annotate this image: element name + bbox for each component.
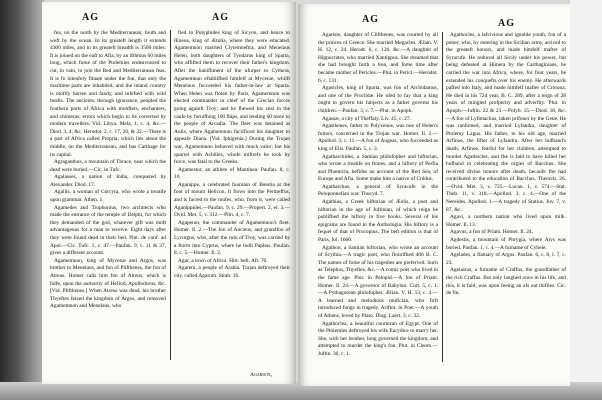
right-page-column-1 (318, 32, 438, 372)
entry: Agelastus, a furname of Craffus, the grandfather of the rich Craffus. But only laughed once in his life, and this, it is faid, was upon feeing an afs eat thiftles. Cic. de fin. (446, 267, 566, 297)
left-page-column-2 (174, 30, 290, 370)
entry: Agavi, a northern nation who lived upon milk. Homer. Il. 13. (446, 214, 566, 228)
entry: Agasicles, king of Sparta, was fon of Archidamus, and one of the Proclidæ. He ufed to fay that a king ought to govern his fubjects as a father governs his children.—Paufan. 3, c. 7.—Plut. in Apoph. (318, 85, 438, 114)
entry: Agdestis, a mountain of Phrygia, where Atys was buried. Paufan. 1, c. 4.—A furname of Cybele. (446, 237, 566, 251)
entry: Agareni, a people of Arabia. Trajan deftroyed their city, called Agarum. Strab. 16. (174, 265, 290, 279)
entry: Agathias, a Greek hiftorian of Æolis, a poet and hiftorian in the age of Juftinian, of which reign he publifhed the hiftory in five books. Several of his epigrams are found in the Anthologia. His hiftory is a fequel of that of Procopius. The beft edition is that of Paris, fol. 1660. (318, 199, 438, 244)
right-page (298, 4, 570, 386)
running-header-right: AG (212, 12, 229, 23)
entry: Aganippe, a celebrated fountain of Bœotia at the foot of mount Helicon. It flows into the Permeffus, and is facred to the mufes, who, from it, were called Aganippides.—Paufan. 9, c. 29.—Propert. 2, el. 3.—Ovid. Met. 5, v. 312.—Plin. 4, c. 7. (174, 181, 290, 219)
entry: Agatharchus, a general of Syracufe in the Peloponnefian war. Thucyd. 7. (318, 183, 438, 198)
entry: Agathocles, a lafcivious and ignoble youth, fon of a potter, who, by entering in the Sicilian army, arrived to the greateft honors, and made himfelf mafter of Syracufe. He reduced all Sicily under his power, but being defeated at Himera by the Carthaginians, he carried the war into Africa, where, for four years, he extended his conquefts over his enemy. He afterwards paffed into Italy, and made himfelf mafter of Crotona. He died in his 72d year, B. C. 289, after a reign of 28 years of mingled profperity and adverfity. Plut. in Apoph.—Juftin. 22 & 23.—Polyb. 15.—Diod. 18, &c.—A fon of Lyfimachus, taken prifoner by the Getæ. He was ranfomed, and married Lyfandra, daughter of Ptolemy Lagus. His father, in his old age, married Arfinoe, the fifter of Lyfandra. After her hufband's death, Arfinoe, fearful for her children, attempted to murder Agathocles, and fhe is faid to have killed her hufband in celebrating the orgies of Bacchus. She received divine honors after death, becaufe fhe had contributed to the education of Bacchus. Theocrit. 26.—Ovid. Met. 3, v. 725.—Lucan. 1, v. 574.—Stat. Theb. 11, v. 318.—Apollod. 3, c. 4.—One of the Nereides. Apollod. 1.—A tragedy of Statius. Juv. 7, v. 87, &c. (446, 32, 566, 213)
left-page (42, 2, 296, 384)
entry: Agelades, a ftatuary of Argos. Paufan. 6, c. 8, l. 7, c. 23. (446, 252, 566, 266)
entry: Agathon, a Samian hiftorian, who wrote an account of Scythia.—A tragic poet, who flourifhed 406 B. C. The names of fome of his tragedies are preferved. Such as Telephus, Thyeftes, &c.—A comic poet who lived in the fame age. Plut. in Pelopid.—A fon of Priam. Homer. Il. 24.—A governor of Babylon. Curt. 5, c. 1.—A Pythagorean philofopher. Ælian. V. H. 13, c. 4.—A learned and melodious mufician, who firft introduced fongs in tragedy. Ariftot. in Poet.—A youth of Athens, loved by Plato. Diog. Laert. 3, c. 32. (318, 244, 438, 319)
entry: fled to Polyphides king of Sicyon, and hence to Œneus, king of Ætolia, where they were educated. Agamemnon married Clytemneftra, and Menelaus Helen, both daughters of Tyndarus king of Sparta, who affifted them to recover their father's kingdom. After the banifhment of the ufurper to Cythera, Agamemnon eftablifhed himfelf at Mycenæ, whilft Menelaus fucceeded his father-in-law at Sparta. When Helen was ftolen by Paris, Agamemnon was elected commander in chief of the Grecian forces going againft Troy; and he fhewed his zeal in the caufe by furnifhing 100 fhips, and lending 60 more to the people of Arcadia. The fleet was detained at Aulis, where Agamemnon facrificed his daughter to appeafe Diana. [Vid. Iphigenia.] During the Trojan war, Agamemnon behaved with much valor; but his quarrel with Achilles, whofe miftrefs he took by force, was fatal to the Greeks. (174, 30, 290, 166)
running-header-right: AG (498, 18, 515, 29)
entry: Agapenor, the commander of Agamemnon's fleet. Homer. Il. 2.—The fon of Ancæus, and grandfon of Lycurgus, who, after the ruin of Troy, was carried by a ftorm into Cyprus, where he built Paphos. Paufan. 8, c. 5.—Homer. Il. 2. (174, 219, 290, 257)
book-edge-left (0, 0, 44, 400)
catchword: Agariste, (250, 372, 273, 378)
entry: Agamestor, an athlete of Mantinea. Paufan. 8, c. 10. (174, 166, 290, 181)
entry: Agallis, a woman of Corcyra, who wrote a treatife upon grammar. Athen. 1. (50, 189, 166, 204)
running-header-left: AG (82, 12, 99, 23)
column-rule (442, 32, 443, 362)
entry: Agar, a town of Africa. Hirt. bell. Afr. 76. (178, 257, 268, 264)
entry: Agamemnon, king of Mycenæ and Argos, was brother to Menelaus, and fon of Plifthenes, the fon of Atreus. Homer calls him fon of Atreus, which is falfe, upon the authority of Hefiod, Apollodorus, &c. [Vid. Plifthenes.] When Atreus was dead, his brother Thyeftes feized the kingdom of Argos, and removed Agamemnon and Menelaus, who (50, 257, 166, 310)
entry: Agasthenes, father to Polyxenus, was one of Helen's fuitors, concerned in the Trojan war. Homer. Il. 2.—Apollod. 3, c. 11.—A fon of Augeas, who fucceeded as king of Elis. Paufan. 5, c. 3. (318, 123, 438, 152)
entry: Agatharchides, a Samian philofopher and hiftorian, who wrote a treatife on ftones, and a hiftory of Perfia and Phœnicia, befides an account of the Red Sea, of Europe and Afia. Some make him a native of Cnidus. (318, 153, 438, 183)
entry: Agathoclea, a beautiful courtezan of Egypt. One of the Ptolemies deftroyed his wife Eurydice to marry her. She, with her brother, long governed the kingdom, and attempted to murder the king's fon. Plut. in Cleom.—Juftin. 30, c. 1. (318, 320, 438, 357)
entry: Agalasses, a nation of India, conquered by Alexander. Diod. 17. (50, 174, 166, 188)
entry: Agariste, daughter of Clifthenes, was courted by all the princes of Greece. She married Megacles. Ælian. V. H. 12, c. 24. Herodt. 6, c. 126, &c.—A daughter of Hippocrates, who married Xantippus. She dreamed that she had brought forth a lion, and fome time after became mother of Pericles.—Plut. in Pericl.—Herodot. 6, c. 131. (318, 32, 438, 84)
entry: Agassæ, a city of Theffaly. Liv. 45, c. 27. (322, 115, 411, 122)
entry: Agraganthus, a mountain of Thrace, near which the dead were buried.—Cic. in Tufc. (50, 159, 166, 173)
right-page-column-2 (446, 32, 566, 372)
column-rule (170, 30, 171, 360)
entry: Agavus, a fon of Priam. Homer. Il. 24. (450, 229, 533, 236)
background-right (570, 0, 602, 400)
running-header-left: AG (362, 14, 379, 25)
entry: Agamedes and Trophonius, two architects who made the entrance of the temple of Delphi, for which they demanded of the god, whatever gift was moft advantageous for a man to receive. Eight days after they were found dead in their bed. Plut. de conf. ad Apol.—Cic. Tufc. 1, c. 47.—Paufan. 9, c. 11 & 37, gives a different account. (50, 204, 166, 257)
entry: fea, on the north by the Mediterranean, fouth and weft by the ocean. In its greateft length it extends 4300 miles, and in its greateft breadth is 3500 miles. It is joined on the eaft to Afia, by an ifthmus 60 miles long, which fome of the Ptolemies endeavoured to cut, in vain, to join the Red and Mediterranean feas. It is fo intenfely fituate under the fun, that only the maritime parts are inhabited, and the inland country is moftly barren and fandy, and infefted with wild beafts. The ancients, through ignorance, peopled the fouthern parts of Africa with monfters, enchanters, and chimeras; errors which begin to be corrected by modern travellers. Vid. Libya. Mela, 1, c. 4, &c.—Diod. 3, 4, &c. Herodot. 2, c. 17, 26, & 32.—There is a part of Africa called Propria, which lies about the middle, on the Mediterranean, and has Carthage for its capital. (50, 30, 166, 158)
left-page-column-1 (50, 30, 166, 370)
